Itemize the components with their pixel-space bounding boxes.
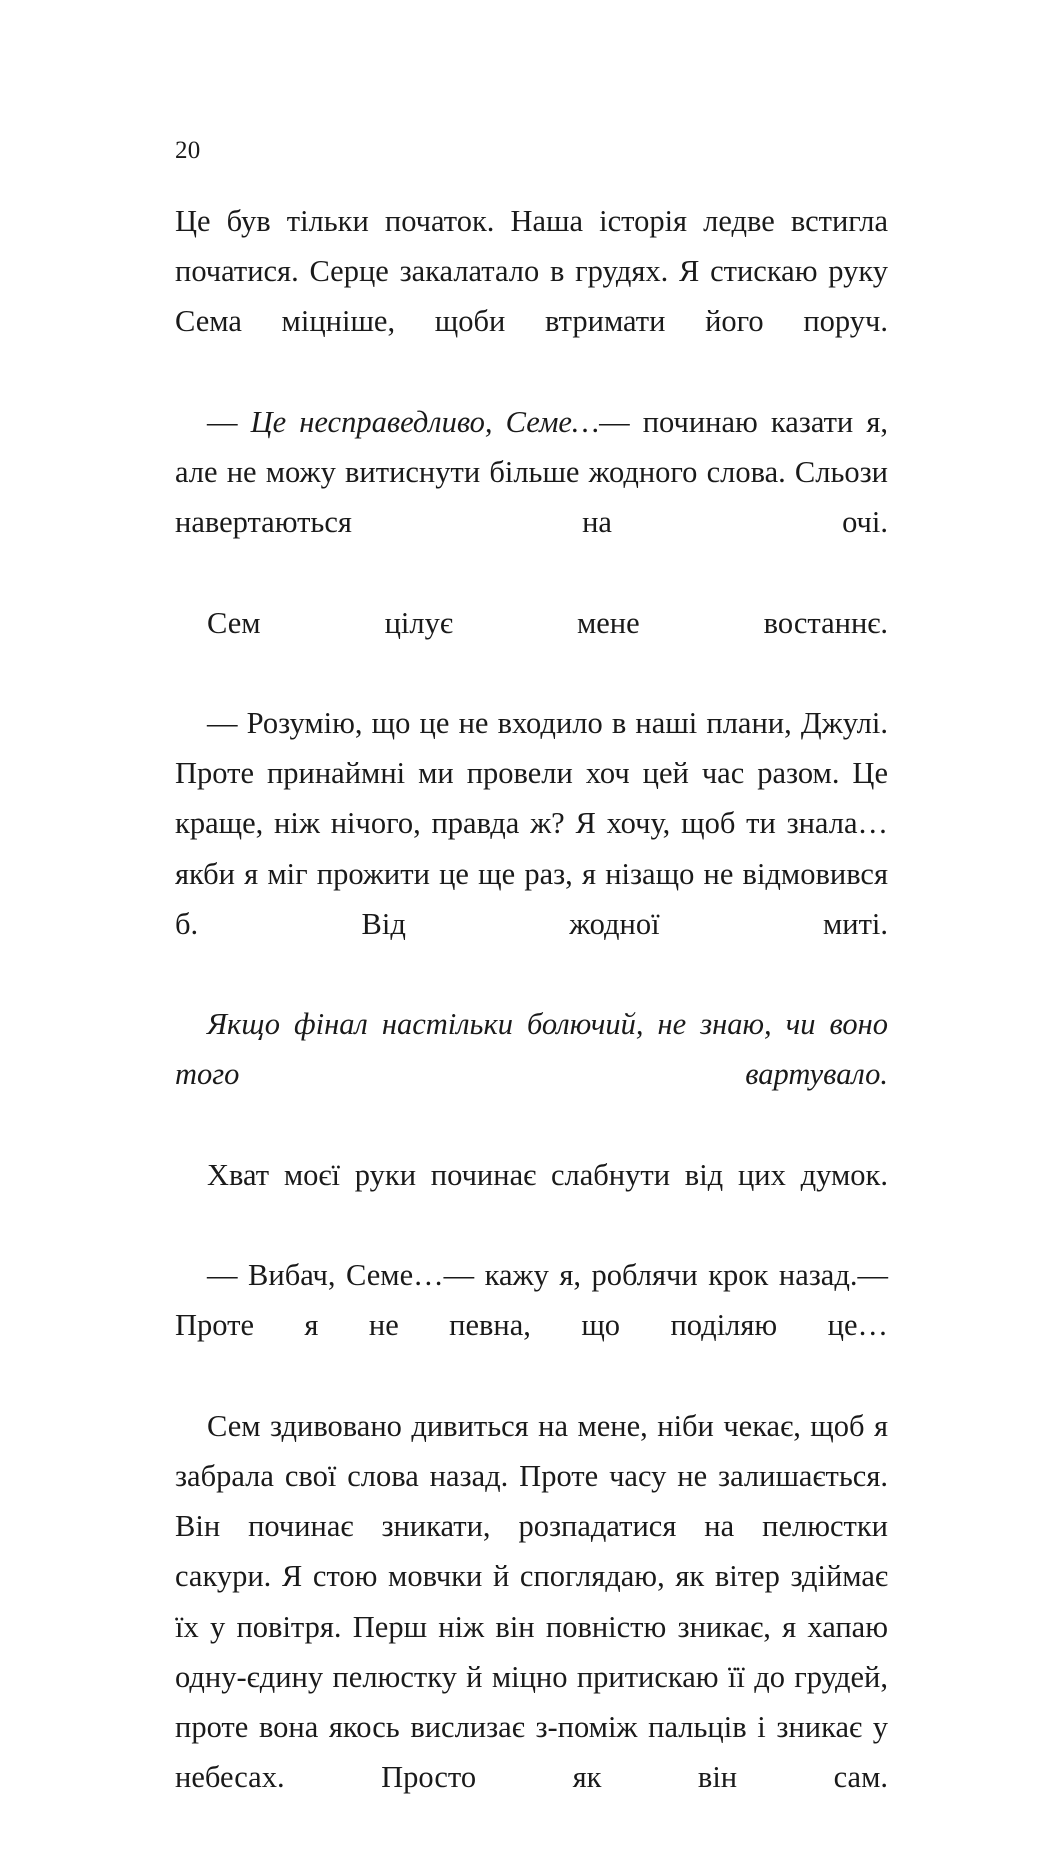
paragraph-4: — Розумію, що це не входило в наші плани, Джулі. Проте принаймні ми провели хоч цей час разом. Це краще, ніж нічого, правда ж? Я хочу, щоб ти знала… якби я міг прожити це ще раз, я нізащо не відмовився б. Від жодної миті. [175, 706, 888, 941]
paragraph-3: Сем цілує мене востаннє. [207, 605, 888, 640]
page-number: 20 [175, 137, 201, 164]
paragraph-2 [175, 397, 888, 598]
paragraph-7: — Вибач, Семе…— кажу я, роблячи крок назад.— Проте я не певна, що поділяю це… [175, 1258, 888, 1343]
paragraph-6: Хват моєї руки починає слабнути від цих думок. [207, 1157, 888, 1192]
body-text-block [175, 196, 888, 1853]
paragraph-5-italic: Якщо фінал настільки болючий, не знаю, чи воно того вартувало. [175, 1007, 888, 1092]
paragraph-1: Це був тільки початок. Наша історія ледве встигла початися. Серце закалатало в грудях. Я стискаю руку Сема міцніше, щоби втримати його поруч. [175, 204, 888, 339]
dialogue-italic-phrase: Це несправедливо, Семе… [250, 404, 600, 439]
dialogue-roman-tail: — починаю казати я, але не можу витиснути більше жодного слова. Сльози навертаються на очі. [175, 404, 888, 540]
paragraph-8: Сем здивовано дивиться на мене, ніби чекає, щоб я забрала свої слова назад. Проте часу не залишається. Він починає зникати, розпадатися на пелюстки сакури. Я стою мовчки й споглядаю, як вітер здіймає їх у повітря. Перш ніж він повністю зникає, я хапаю одну-єдину пелюстку й міцно притискаю її до грудей, проте вона якось вислизає з-поміж пальців і зникає у небесах. Просто як він сам. [175, 1408, 888, 1795]
dialogue-dash: — [207, 404, 251, 439]
